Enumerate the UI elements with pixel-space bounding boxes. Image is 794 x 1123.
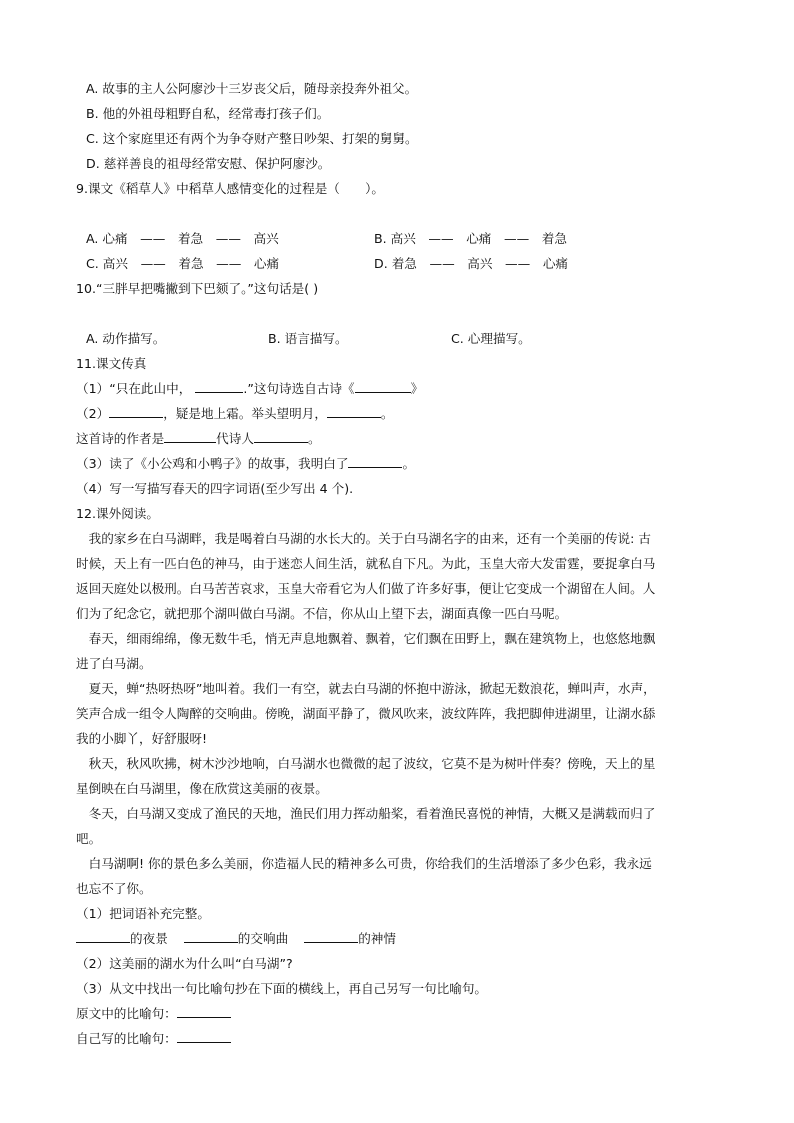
q12-s3-label-a: 原文中的比喻句： <box>76 1006 177 1021</box>
answer-blank[interactable] <box>348 455 402 468</box>
q8-option-c: C. 这个家庭里还有两个为争夺财产整日吵架、打架的舅舅。 <box>86 131 418 146</box>
q11-line-4 <box>76 455 415 473</box>
answer-blank[interactable] <box>327 405 381 418</box>
passage-line: 星倒映在白马湖里，像在欣赏这美丽的夜景。 <box>76 781 328 796</box>
q11-l2-text-a: （2） <box>76 406 110 421</box>
answer-blank[interactable] <box>109 405 163 418</box>
q11-line-1 <box>76 380 423 398</box>
q11-l1-text-b: .”这句诗选自古诗《 <box>243 381 355 396</box>
q9-option-a: A. 心痛 —— 着急 —— 高兴 <box>86 231 279 246</box>
passage-line: 夏天，蝉“热呀热呀”地叫着。我们一有空，就去白马湖的怀抱中游泳，掀起无数浪花，蝉叫声，水声， <box>76 681 656 696</box>
answer-blank[interactable] <box>76 930 130 943</box>
passage-line: 春天，细雨绵绵，像无数牛毛，悄无声息地飘着、飘着，它们飘在田野上，飘在建筑物上，也悠悠地飘 <box>76 631 656 646</box>
answer-blank[interactable] <box>254 430 308 443</box>
q11-line-3 <box>76 430 321 448</box>
q12-s1-word-a: 的夜景 <box>130 931 168 946</box>
passage-line: 秋天，秋风吹拂，树木沙沙地响，白马湖水也微微的起了波纹，它莫不是为树叶伴奏？傍晚，天上的星 <box>76 756 656 771</box>
passage-line: 也忘不了你。 <box>76 881 152 896</box>
q9-option-d: D. 着急 —— 高兴 —— 心痛 <box>374 256 569 271</box>
passage-line: 时候，天上有一匹白色的神马，由于迷恋人间生活，就私自下凡。为此，玉皇大帝大发雷霆，要捉拿白马 <box>76 556 656 571</box>
q9-option-b: B. 高兴 —— 心痛 —— 着急 <box>374 231 567 246</box>
q10-option-b: B. 语言描写。 <box>268 331 348 346</box>
q11-line-5: （4）写一写描写春天的四字词语(至少写出 4 个). <box>76 481 354 496</box>
answer-blank[interactable] <box>304 930 358 943</box>
passage-line: 吧。 <box>76 831 102 846</box>
q12-sub-1-blanks <box>76 930 396 948</box>
q10-stem: 10.“三胖早把嘴撇到下巴颏了。”这句话是( ) <box>76 281 319 296</box>
q12-sub-1: （1）把词语补充完整。 <box>76 906 210 921</box>
q12-sub-3: （3）从文中找出一句比喻句抄在下面的横线上，再自己另写一句比喻句。 <box>76 981 488 996</box>
q9-stem: 9.课文《稻草人》中稻草人感情变化的过程是（ ）。 <box>76 181 384 196</box>
answer-blank[interactable] <box>177 1030 231 1043</box>
passage-line: 我的家乡在白马湖畔，我是喝着白马湖的水长大的。关于白马湖名字的由来，还有一个美丽的传说: 古 <box>76 531 651 546</box>
q12-s1-word-c: 的神情 <box>358 931 396 946</box>
q10-option-a: A. 动作描写。 <box>86 331 166 346</box>
q12-s3-label-b: 自己写的比喻句： <box>76 1031 177 1046</box>
passage-line: 我的小脚丫，好舒服呀! <box>76 731 207 746</box>
q11-l3-text-a: 这首诗的作者是 <box>76 431 165 446</box>
passage-line: 返回天庭处以极刑。白马苦苦哀求，玉皇大帝看它为人们做了许多好事，便让它变成一个湖留在人间。人 <box>76 581 656 596</box>
q8-option-a: A. 故事的主人公阿廖沙十三岁丧父后，随母亲投奔外祖父。 <box>86 81 418 96</box>
q8-option-b: B. 他的外祖母粗野自私，经常毒打孩子们。 <box>86 106 330 121</box>
q11-l2-text-b: ，疑是地上霜。举头望明月， <box>163 406 327 421</box>
q11-l4-text-b: 。 <box>402 456 416 471</box>
q11-l2-text-c: 。 <box>380 406 394 421</box>
passage-line: 笑声合成一组令人陶醉的交响曲。傍晚，湖面平静了，微风吹来，波纹阵阵，我把脚伸进湖里，让湖水舔 <box>76 706 656 721</box>
q12-sub-3-own <box>76 1030 231 1048</box>
q11-line-2 <box>76 405 394 423</box>
q11-l1-text-c: 》 <box>410 381 424 396</box>
q11-l4-text-a: （3）读了《小公鸡和小鸭子》的故事，我明白了 <box>76 456 349 471</box>
passage-line: 们为了纪念它，就把那个湖叫做白马湖。不信，你从山上望下去，湖面真像一匹白马呢。 <box>76 606 568 621</box>
q12-title: 12.课外阅读。 <box>76 506 159 521</box>
q11-title: 11.课文传真 <box>76 356 147 371</box>
q12-s1-word-b: 的交响曲 <box>237 931 289 946</box>
q8-option-d: D. 慈祥善良的祖母经常安慰、保护阿廖沙。 <box>86 156 331 171</box>
q12-sub-2: （2）这美丽的湖水为什么叫“白马湖”? <box>76 956 293 971</box>
answer-blank[interactable] <box>177 1005 231 1018</box>
q10-option-c: C. 心理描写。 <box>451 331 531 346</box>
answer-blank[interactable] <box>355 380 411 393</box>
passage-line: 冬天，白马湖又变成了渔民的天地，渔民们用力挥动船桨，看着渔民喜悦的神情，大概又是满载而归了 <box>76 806 656 821</box>
answer-blank[interactable] <box>195 380 243 393</box>
passage-line: 白马湖啊! 你的景色多么美丽，你造福人民的精神多么可贵，你给我们的生活增添了多少色彩，我永远 <box>76 856 652 871</box>
q11-l3-text-c: 。 <box>307 431 321 446</box>
q11-l1-text-a: （1）“只在此山中， <box>76 381 192 396</box>
answer-blank[interactable] <box>164 430 216 443</box>
q11-l3-text-b: 代诗人 <box>216 431 254 446</box>
q9-option-c: C. 高兴 —— 着急 —— 心痛 <box>86 256 280 271</box>
passage-line: 进了白马湖。 <box>76 656 152 671</box>
q12-sub-3-original <box>76 1005 231 1023</box>
answer-blank[interactable] <box>184 930 238 943</box>
